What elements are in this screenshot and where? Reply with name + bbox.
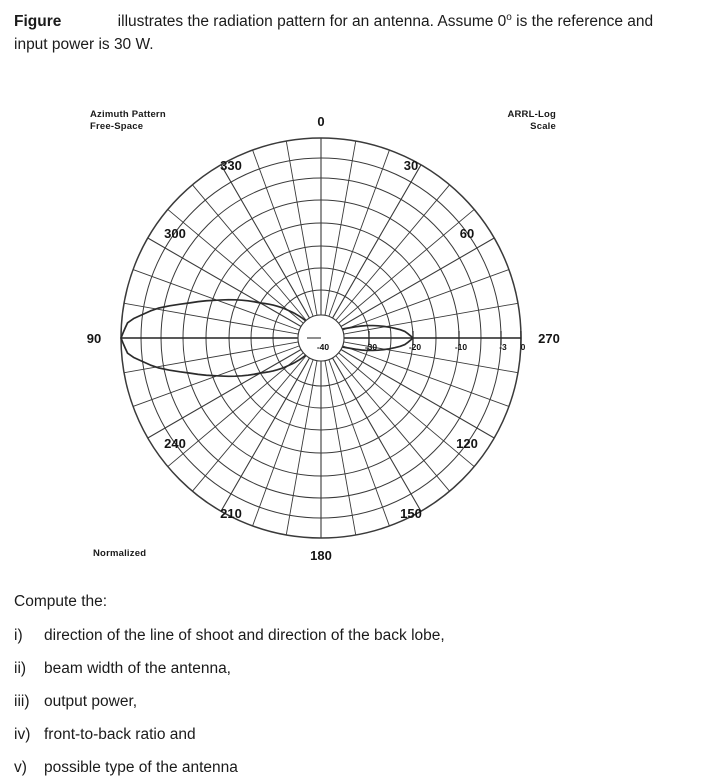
angle-tick-label: 60 [459,226,475,241]
angle-tick-label: 90 [86,331,102,346]
list-item [14,758,690,778]
db-tick-label: -20 [408,342,422,352]
intro-text-part2: is the reference and input power is 30 W. [14,13,654,54]
azimuth-pattern-label-line2: Free-Space [90,121,144,132]
angle-tick-label: 330 [220,158,242,173]
angle-tick-label: 30 [403,158,419,173]
arrl-log-label-line1: ARRL-Log [507,109,556,120]
list-item [14,692,690,712]
angle-tick-label: 270 [538,331,560,346]
angle-tick-label: 180 [310,548,332,563]
db-tick-label: -3 [499,342,507,352]
list-item-text: output power, [44,693,138,710]
intro-text-part1: illustrates the radiation pattern for an antenna. Assume 0 [113,13,507,31]
list-item-text: front-to-back ratio and [44,726,196,743]
list-item-marker: v) [14,759,27,776]
db-tick-label: -30 [364,342,378,352]
db-tick-labels [317,342,526,352]
angle-tick-label: 240 [164,436,186,451]
questions-heading: Compute the: [14,593,108,610]
list-item-text: direction of the line of shoot and direction of the back lobe, [44,627,445,644]
questions-block [14,592,690,778]
list-item-marker: ii) [14,660,27,677]
angle-tick-label: 300 [164,226,186,241]
polar-plot-svg [0,92,704,577]
normalized-label: Normalized [93,548,147,559]
list-item [14,659,690,679]
list-item-text: beam width of the antenna, [44,660,231,677]
list-item-marker: i) [14,627,23,644]
angle-tick-label: 120 [456,436,478,451]
problem-statement [14,6,690,56]
list-item-marker: iv) [14,726,31,743]
figure-word: Figure [14,13,62,31]
radiation-pattern-figure [0,92,704,577]
list-item-marker: iii) [14,693,30,710]
list-item [14,626,690,646]
angle-tick-label: 210 [220,506,242,521]
list-item-text: possible type of the antenna [44,759,238,776]
db-tick-label: -40 [316,342,330,352]
arrl-log-label-line2: Scale [530,121,556,132]
list-item [14,725,690,745]
angle-tick-label: 0 [317,114,325,129]
db-tick-label: -10 [454,342,468,352]
degree-symbol: o [506,12,512,23]
db-tick-label: 0 [520,342,526,352]
angle-tick-label: 150 [400,506,422,521]
azimuth-pattern-label-line1: Azimuth Pattern [90,109,166,120]
